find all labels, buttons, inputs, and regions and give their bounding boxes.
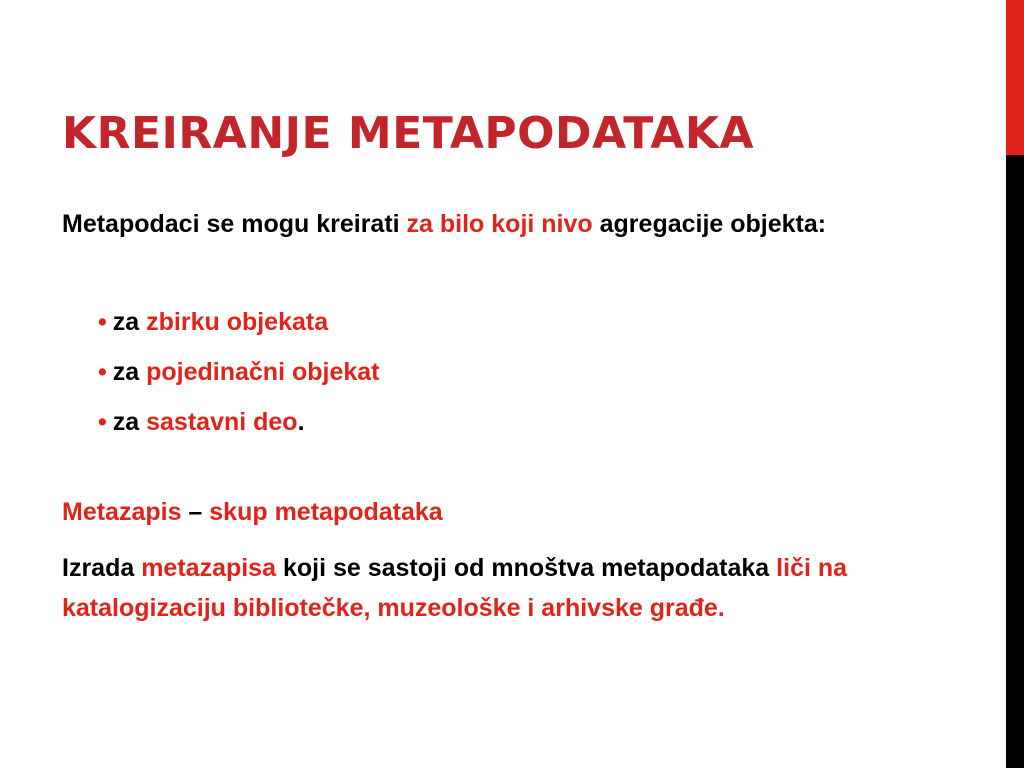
- bullet-highlight: pojedinačni objekat: [146, 358, 380, 386]
- bullet-list: [98, 302, 380, 452]
- slide-title: KREIRANJE METAPODATAKA: [62, 108, 755, 159]
- intro-highlight: za bilo koji nivo: [406, 210, 593, 238]
- closing-paragraph: [62, 548, 942, 628]
- side-accent-bar: [1006, 0, 1024, 768]
- definition-dash: –: [181, 498, 210, 526]
- definition-term: Metazapis: [62, 498, 182, 526]
- intro-paragraph: [62, 204, 942, 244]
- bullet-suffix: .: [297, 408, 305, 436]
- list-item: [98, 352, 380, 402]
- bullet-highlight: sastavni deo: [146, 408, 298, 436]
- list-item: [98, 402, 380, 452]
- side-accent-bar-red: [1006, 0, 1024, 155]
- bullet-highlight: zbirku objekata: [146, 308, 329, 336]
- bullet-icon: •: [98, 408, 107, 436]
- intro-text-before: Metapodaci se mogu kreirati: [62, 210, 407, 238]
- bullet-icon: •: [98, 358, 107, 386]
- definition-meaning: skup metapodataka: [209, 498, 443, 526]
- definition-paragraph: [62, 492, 942, 532]
- intro-text-after: agregacije objekta:: [592, 210, 827, 238]
- list-item: [98, 302, 380, 352]
- closing-text-2: koji se sastoji od mnoštva metapodataka: [276, 554, 777, 582]
- bullet-prefix: za: [112, 358, 147, 386]
- bullet-icon: •: [98, 308, 107, 336]
- closing-highlight-2: liči na katalogizaciju bibliotečke, muzeološke i arhivske građe.: [62, 554, 848, 622]
- closing-highlight-1: metazapisa: [141, 554, 276, 582]
- side-accent-bar-black: [1006, 155, 1024, 768]
- closing-text-1: Izrada: [62, 554, 142, 582]
- bullet-prefix: za: [112, 408, 147, 436]
- bullet-prefix: za: [112, 308, 147, 336]
